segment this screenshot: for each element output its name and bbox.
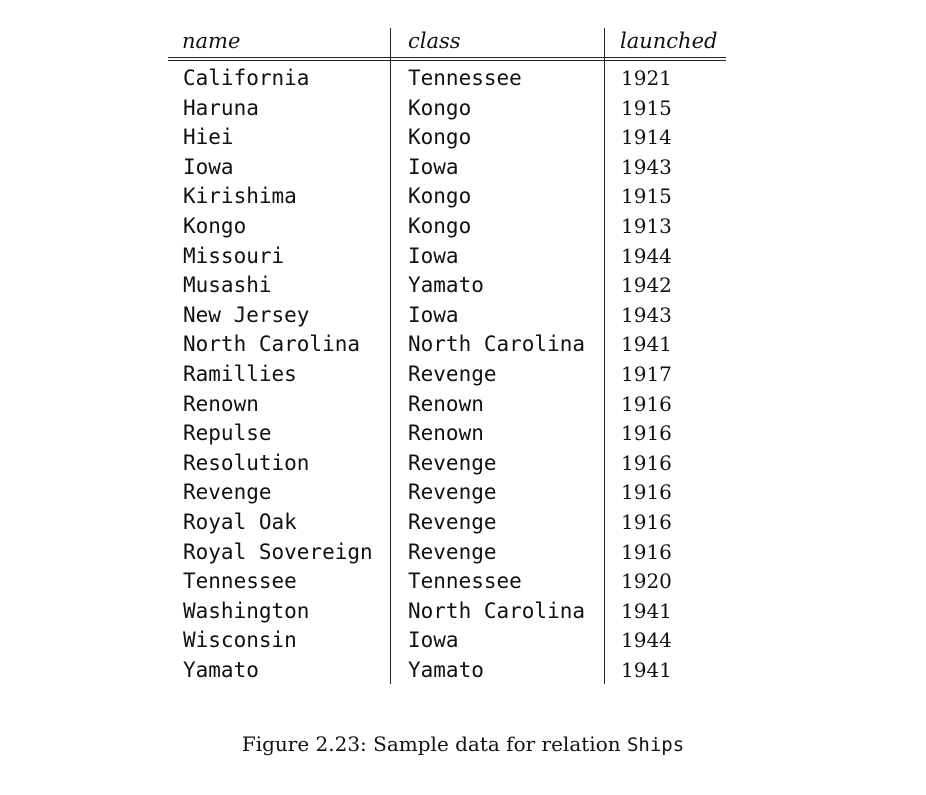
cell-class: Revenge: [408, 480, 497, 505]
cell-name: Royal Oak: [183, 509, 297, 534]
table-row: [168, 478, 726, 508]
cell-launched: 1921: [621, 66, 672, 90]
cell-launched: 1941: [621, 332, 672, 357]
cell-class: Revenge: [408, 539, 497, 564]
caption-relation: Ships: [626, 734, 685, 756]
caption-label: Figure 2.23: Sample data for relation: [241, 732, 627, 756]
table-body: [168, 64, 726, 685]
table-row: [168, 64, 726, 94]
cell-launched: 1942: [621, 273, 672, 298]
ships-table: [168, 26, 726, 686]
cell-class: North Carolina: [408, 598, 586, 623]
cell-class: Kongo: [408, 213, 472, 238]
cell-name: California: [183, 66, 310, 90]
cell-launched: 1943: [621, 302, 672, 327]
cell-class: Iowa: [408, 302, 459, 327]
cell-name: Resolution: [183, 450, 310, 475]
table-row: [168, 390, 726, 420]
table-row: [168, 626, 726, 656]
cell-class: Iowa: [408, 243, 459, 268]
cell-class: Yamato: [408, 273, 484, 298]
cell-class: Revenge: [408, 361, 497, 386]
cell-class: Revenge: [408, 509, 497, 534]
cell-name: Ramillies: [183, 361, 297, 386]
cell-class: Iowa: [408, 628, 459, 653]
cell-name: North Carolina: [183, 332, 361, 357]
cell-name: Repulse: [183, 421, 272, 446]
cell-class: Tennessee: [408, 66, 522, 90]
cell-name: Revenge: [183, 480, 272, 505]
cell-class: Yamato: [408, 657, 484, 682]
table-row: [168, 449, 726, 479]
cell-name: Musashi: [183, 273, 272, 298]
table-row: [168, 271, 726, 301]
cell-launched: 1944: [621, 628, 672, 653]
cell-launched: 1914: [621, 125, 672, 150]
cell-name: Wisconsin: [183, 628, 297, 653]
cell-name: Royal Sovereign: [183, 539, 373, 564]
cell-name: Iowa: [183, 154, 234, 179]
cell-name: Washington: [183, 598, 310, 623]
table-row: [168, 567, 726, 597]
cell-launched: 1915: [621, 95, 672, 120]
cell-name: New Jersey: [183, 302, 310, 327]
cell-class: Revenge: [408, 450, 497, 475]
cell-name: Yamato: [183, 657, 259, 682]
cell-class: Renown: [408, 391, 484, 416]
cell-name: Tennessee: [183, 569, 297, 594]
cell-launched: 1916: [621, 391, 672, 416]
cell-launched: 1916: [621, 480, 672, 505]
cell-launched: 1916: [621, 450, 672, 475]
cell-class: North Carolina: [408, 332, 586, 357]
cell-launched: 1920: [621, 569, 672, 594]
cell-name: Missouri: [183, 243, 285, 268]
table-row: [168, 538, 726, 568]
table-row: [168, 123, 726, 153]
cell-launched: 1915: [621, 184, 672, 209]
table-row: [168, 153, 726, 183]
cell-class: Renown: [408, 421, 484, 446]
cell-launched: 1917: [621, 361, 672, 386]
header-class: class: [408, 29, 461, 53]
cell-class: Kongo: [408, 125, 472, 150]
header-launched: launched: [620, 29, 718, 53]
cell-launched: 1916: [621, 509, 672, 534]
cell-launched: 1943: [621, 154, 672, 179]
cell-name: Kongo: [183, 213, 247, 238]
cell-launched: 1913: [621, 213, 672, 238]
header-double-rule: [168, 57, 726, 61]
table-row: [168, 212, 726, 242]
table-row: [168, 360, 726, 390]
cell-name: Renown: [183, 391, 259, 416]
table-row: [168, 330, 726, 360]
cell-class: Kongo: [408, 95, 472, 120]
table-row: [168, 508, 726, 538]
cell-launched: 1916: [621, 421, 672, 446]
cell-name: Hiei: [183, 125, 234, 150]
table-row: [168, 597, 726, 627]
table-row: [168, 94, 726, 124]
cell-name: Haruna: [183, 95, 259, 120]
cell-name: Kirishima: [183, 184, 297, 209]
header-name: name: [182, 29, 241, 53]
cell-class: Iowa: [408, 154, 459, 179]
table-row: [168, 656, 726, 686]
cell-launched: 1916: [621, 539, 672, 564]
table-row: [168, 182, 726, 212]
figure-caption: [0, 730, 926, 759]
cell-launched: 1941: [621, 657, 672, 682]
table-row: [168, 301, 726, 331]
table-row: [168, 419, 726, 449]
cell-launched: 1941: [621, 598, 672, 623]
table-row: [168, 242, 726, 272]
cell-class: Tennessee: [408, 569, 522, 594]
cell-class: Kongo: [408, 184, 472, 209]
cell-launched: 1944: [621, 243, 672, 268]
